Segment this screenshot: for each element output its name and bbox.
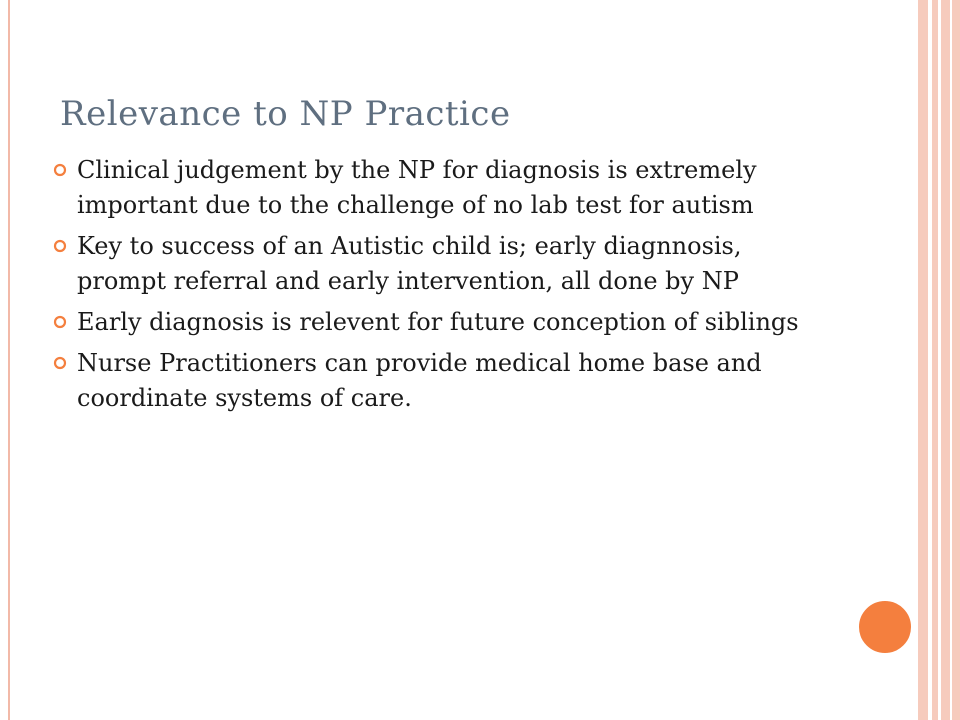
bullet-text: Key to success of an Autistic child is; early diagnnosis, prompt referral and early intervention, all done by NP <box>77 232 742 295</box>
ring-bullet-icon <box>53 163 67 177</box>
bullet-item <box>50 346 810 416</box>
slide-title: Relevance to NP Practice <box>60 94 511 134</box>
left-border-line <box>8 0 10 720</box>
bullet-list <box>50 153 810 422</box>
bullet-item <box>50 305 810 340</box>
bullet-text: Clinical judgement by the NP for diagnosis is extremely important due to the challenge of no lab test for autism <box>77 156 757 219</box>
ring-bullet-icon <box>53 315 67 329</box>
ring-bullet-icon <box>53 239 67 253</box>
bullet-item <box>50 153 810 223</box>
bullet-text: Nurse Practitioners can provide medical home base and coordinate systems of care. <box>77 349 762 412</box>
right-decorative-stripe <box>918 0 928 720</box>
orange-circle-ornament <box>856 598 914 656</box>
right-decorative-stripe <box>952 0 960 720</box>
bullet-item <box>50 229 810 299</box>
right-decorative-stripe <box>941 0 950 720</box>
ring-bullet-icon <box>53 356 67 370</box>
bullet-text: Early diagnosis is relevent for future conception of siblings <box>77 308 799 336</box>
